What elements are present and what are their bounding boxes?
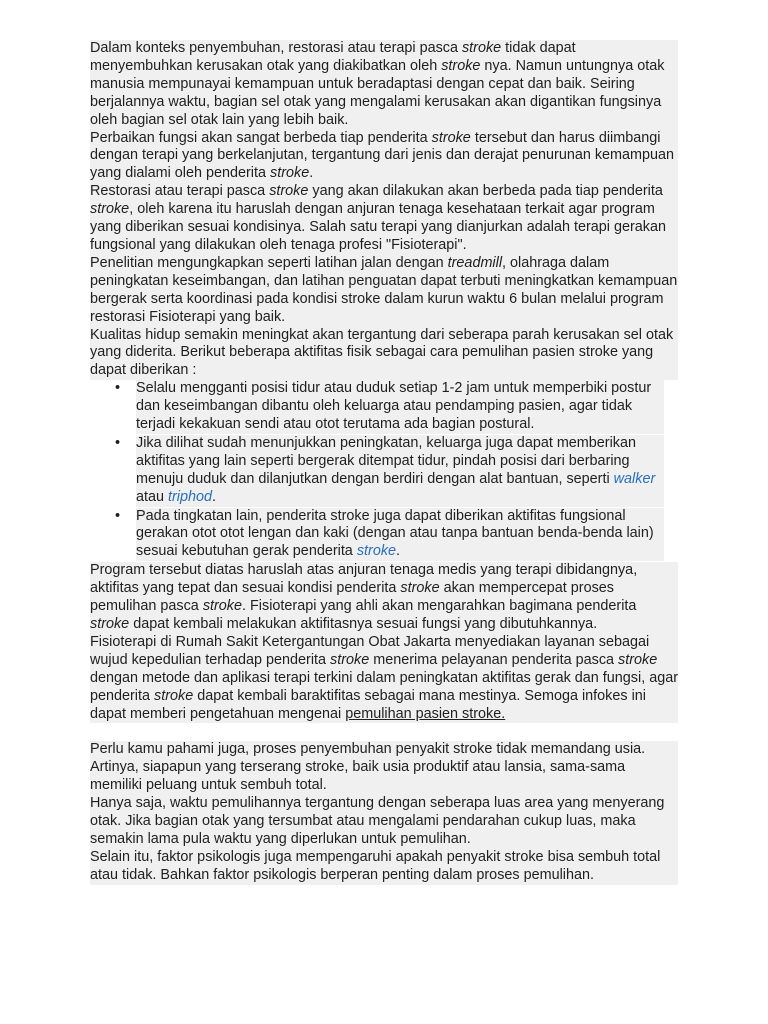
spacer bbox=[90, 723, 678, 741]
text-run: Selain itu, faktor psikologis juga mempengaruhi apakah penyakit stroke bisa sembuh total atau tidak. Bahkan faktor psikologis berperan penting dalam proses pemulihan. bbox=[90, 848, 661, 883]
list-item bbox=[136, 435, 664, 507]
text-run: Perbaikan fungsi akan sangat berbeda tiap penderita bbox=[90, 129, 432, 146]
text-run: tidak dapat menyembuhkan kerusakan otak yang diakibatkan oleh bbox=[90, 40, 576, 74]
text-run: atau bbox=[136, 488, 169, 505]
text-run: . bbox=[212, 488, 217, 505]
italic-term: treadmill bbox=[447, 254, 503, 271]
text-run: Perlu kamu pahami juga, proses penyembuhan penyakit stroke tidak memandang usia. Artinya, siapapun yang terserang stroke, baik usia produktif atau lansia, sama-sama memiliki peluang untuk sembuh total. bbox=[90, 741, 646, 794]
italic-term: stroke bbox=[154, 687, 194, 704]
paragraph bbox=[90, 327, 678, 381]
section-recovery bbox=[90, 741, 678, 884]
italic-term: stroke bbox=[461, 40, 502, 56]
italic-term: stroke bbox=[330, 651, 370, 668]
activity-list bbox=[90, 380, 678, 561]
text-run: dapat kembali melakukan aktifitasnya sesuai fungsi yang dibutuhkannya. bbox=[129, 616, 598, 632]
text-run: tersebut dan harus diimbangi dengan terapi yang berkelanjutan, tergantung dari jenis dan derajat penurunan kemampuan yang dialami oleh penderita bbox=[90, 129, 675, 182]
section-program bbox=[90, 562, 678, 723]
italic-term: stroke bbox=[90, 201, 130, 218]
italic-term: stroke bbox=[90, 616, 130, 632]
text-run: nya. Namun untungnya otak manusia mempunayai kemampuan untuk beradaptasi dengan cepat dan baik. Seiring berjalannya waktu, bagian sel otak yang mengalami kerusakan akan digantikan fungsinya oleh bagian sel otak lain yang lebih baik. bbox=[90, 57, 665, 128]
italic-term: stroke bbox=[400, 580, 440, 597]
italic-term: stroke bbox=[441, 57, 481, 74]
text-run: Hanya saja, waktu pemulihannya tergantung dengan seberapa luas area yang menyerang otak. Jika bagian otak yang tersumbat atau mengalami pendarahan cukup luas, maka semakin lama pula waktu yang diperlukan untuk pemulihan. bbox=[90, 795, 665, 847]
italic-term: stroke bbox=[431, 129, 471, 146]
list-item bbox=[136, 380, 664, 434]
inline-link[interactable]: stroke bbox=[356, 543, 397, 560]
paragraph bbox=[90, 849, 678, 885]
italic-term: stroke bbox=[202, 598, 243, 615]
underlined-link[interactable]: pemulihan pasien stroke. bbox=[345, 705, 506, 722]
text-run: . bbox=[396, 543, 401, 560]
text-run: Program tersebut diatas haruslah atas anjuran tenaga medis yang terapi dibidangnya, aktifitas yang tepat dan sesuai kondisi penderita bbox=[90, 562, 638, 597]
paragraph bbox=[90, 795, 678, 849]
text-run: Dalam konteks penyembuhan, restorasi atau terapi pasca bbox=[90, 40, 462, 56]
paragraph bbox=[90, 40, 678, 130]
text-run: Jika dilihat sudah menunjukkan peningkatan, keluarga juga dapat memberikan aktifitas yang lain seperti bergerak ditempat tidur, pindah posisi dari berbaring menuju duduk dan dilanjutkan dengan berdiri dengan alat bantuan, seperti bbox=[136, 434, 636, 487]
paragraph bbox=[90, 562, 678, 634]
text-run: akan mempercepat proses pemulihan pasca bbox=[90, 580, 614, 615]
italic-term: stroke bbox=[270, 165, 310, 182]
text-run: Kualitas hidup semakin meningkat akan tergantung dari seberapa parah kerusakan sel otak yang diderita. Berikut beberapa aktifitas fisik sebagai cara pemulihan pasien stroke yang dapat diberikan : bbox=[90, 326, 674, 379]
paragraph bbox=[90, 255, 678, 327]
text-run: Fisioterapi di Rumah Sakit Ketergantungan Obat Jakarta menyediakan layanan sebagai wujud kepedulian terhadap penderita bbox=[90, 633, 650, 668]
section-intro bbox=[90, 40, 678, 380]
text-run: menerima pelayanan penderita pasca bbox=[369, 651, 619, 668]
paragraph bbox=[90, 183, 678, 255]
italic-term: stroke bbox=[618, 651, 658, 668]
text-run: yang akan dilakukan akan berbeda pada tiap penderita bbox=[308, 183, 663, 200]
text-run: Penelitian mengungkapkan seperti latihan jalan dengan bbox=[90, 254, 448, 271]
text-run: Selalu mengganti posisi tidur atau duduk setiap 1-2 jam untuk memperbiki postur dan keseimbangan dibantu oleh keluarga atau pendamping pasien, agar tidak terjadi kekakuan sendi atau otot terutama ada bagian postural. bbox=[136, 380, 652, 433]
inline-link[interactable]: triphod bbox=[168, 488, 213, 505]
text-run: , olahraga dalam peningkatan keseimbangan, dan latihan penguatan dapat terbuti meningkatkan kemampuan bergerak serta koordinasi pada kondisi stroke dalam kurun waktu 6 bulan melalui program restorasi Fisioterapi yang baik. bbox=[90, 254, 678, 325]
text-run: Restorasi atau terapi pasca bbox=[90, 183, 270, 200]
text-run: dengan metode dan aplikasi terapi terkini dalam peningkatan aktifitas gerak dan fungsi, agar penderita bbox=[90, 669, 678, 704]
italic-term: stroke bbox=[269, 183, 309, 200]
paragraph bbox=[90, 130, 678, 184]
paragraph bbox=[90, 634, 678, 724]
text-run: Pada tingkatan lain, penderita stroke juga dapat diberikan aktifitas fungsional gerakan otot otot lengan dan kaki (dengan atau tanpa bantuan benda-benda lain) sesuai kebutuhan gerak penderita bbox=[136, 507, 654, 560]
text-run: . bbox=[309, 165, 314, 182]
list-item bbox=[136, 508, 664, 562]
text-run: dapat kembali baraktifitas sebagai mana mestinya. Semoga infokes ini dapat memberi pengetahuan mengenai bbox=[90, 687, 646, 722]
inline-link[interactable]: walker bbox=[613, 470, 656, 487]
text-run: , oleh karena itu haruslah dengan anjuran tenaga kesehataan terkait agar program yang diberikan sesuai kondisinya. Salah satu terapi yang dianjurkan adalah terapi gerakan fungsional yang dilakukan oleh tenaga profesi "Fisioterapi". bbox=[90, 201, 667, 253]
text-run: . Fisioterapi yang ahli akan mengarahkan bagimana penderita bbox=[242, 598, 637, 615]
paragraph bbox=[90, 741, 678, 795]
article-body bbox=[90, 40, 678, 885]
